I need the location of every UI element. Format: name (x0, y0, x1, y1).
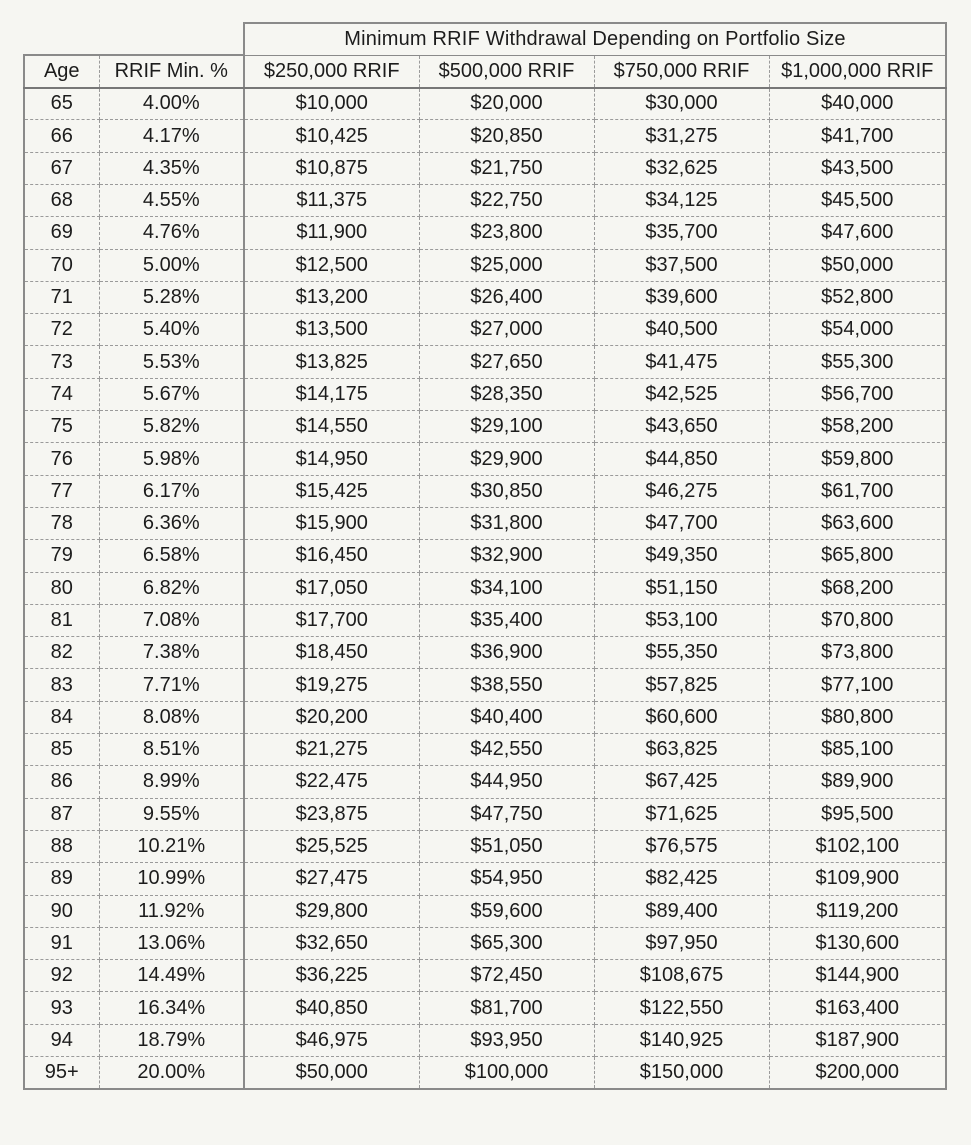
withdrawal-500k-cell: $29,100 (419, 411, 594, 443)
withdrawal-250k-cell: $23,875 (244, 798, 419, 830)
rrif-min-pct-cell: 5.28% (99, 281, 244, 313)
withdrawal-1m-cell: $47,600 (769, 217, 946, 249)
withdrawal-1m-cell: $77,100 (769, 669, 946, 701)
withdrawal-500k-cell: $29,900 (419, 443, 594, 475)
table-row (24, 637, 946, 669)
withdrawal-1m-cell: $144,900 (769, 960, 946, 992)
age-cell: 75 (24, 411, 99, 443)
age-cell: 79 (24, 540, 99, 572)
withdrawal-250k-cell: $50,000 (244, 1057, 419, 1089)
withdrawal-750k-cell: $31,275 (594, 120, 769, 152)
table-row (24, 475, 946, 507)
withdrawal-1m-cell: $40,000 (769, 88, 946, 120)
rrif-min-pct-cell: 9.55% (99, 798, 244, 830)
withdrawal-750k-cell: $97,950 (594, 927, 769, 959)
table-row (24, 443, 946, 475)
withdrawal-250k-cell: $14,550 (244, 411, 419, 443)
table-row (24, 830, 946, 862)
withdrawal-1m-cell: $89,900 (769, 766, 946, 798)
withdrawal-1m-cell: $73,800 (769, 637, 946, 669)
table-row (24, 734, 946, 766)
age-cell: 65 (24, 88, 99, 120)
withdrawal-750k-cell: $34,125 (594, 184, 769, 216)
age-cell: 76 (24, 443, 99, 475)
withdrawal-500k-cell: $40,400 (419, 701, 594, 733)
withdrawal-500k-cell: $65,300 (419, 927, 594, 959)
withdrawal-500k-cell: $51,050 (419, 830, 594, 862)
withdrawal-750k-cell: $49,350 (594, 540, 769, 572)
withdrawal-1m-cell: $68,200 (769, 572, 946, 604)
withdrawal-750k-cell: $46,275 (594, 475, 769, 507)
table-row (24, 766, 946, 798)
rrif-min-pct-cell: 6.17% (99, 475, 244, 507)
table-row (24, 960, 946, 992)
withdrawal-1m-cell: $65,800 (769, 540, 946, 572)
withdrawal-250k-cell: $29,800 (244, 895, 419, 927)
withdrawal-750k-cell: $76,575 (594, 830, 769, 862)
withdrawal-750k-cell: $35,700 (594, 217, 769, 249)
withdrawal-1m-cell: $55,300 (769, 346, 946, 378)
group-title: Minimum RRIF Withdrawal Depending on Portfolio Size (244, 23, 946, 55)
withdrawal-250k-cell: $19,275 (244, 669, 419, 701)
withdrawal-1m-cell: $130,600 (769, 927, 946, 959)
withdrawal-1m-cell: $85,100 (769, 734, 946, 766)
withdrawal-500k-cell: $100,000 (419, 1057, 594, 1089)
withdrawal-750k-cell: $150,000 (594, 1057, 769, 1089)
table-row (24, 669, 946, 701)
withdrawal-1m-cell: $95,500 (769, 798, 946, 830)
withdrawal-500k-cell: $44,950 (419, 766, 594, 798)
table-row (24, 895, 946, 927)
withdrawal-500k-cell: $23,800 (419, 217, 594, 249)
header-750k: $750,000 RRIF (594, 55, 769, 87)
table-row (24, 152, 946, 184)
age-cell: 81 (24, 604, 99, 636)
withdrawal-1m-cell: $56,700 (769, 378, 946, 410)
table-row (24, 540, 946, 572)
withdrawal-750k-cell: $51,150 (594, 572, 769, 604)
withdrawal-500k-cell: $59,600 (419, 895, 594, 927)
withdrawal-750k-cell: $108,675 (594, 960, 769, 992)
withdrawal-250k-cell: $46,975 (244, 1024, 419, 1056)
age-cell: 88 (24, 830, 99, 862)
withdrawal-1m-cell: $70,800 (769, 604, 946, 636)
age-cell: 77 (24, 475, 99, 507)
withdrawal-250k-cell: $13,200 (244, 281, 419, 313)
withdrawal-750k-cell: $40,500 (594, 314, 769, 346)
withdrawal-500k-cell: $34,100 (419, 572, 594, 604)
rrif-min-pct-cell: 8.99% (99, 766, 244, 798)
age-cell: 93 (24, 992, 99, 1024)
withdrawal-1m-cell: $52,800 (769, 281, 946, 313)
withdrawal-500k-cell: $42,550 (419, 734, 594, 766)
withdrawal-250k-cell: $20,200 (244, 701, 419, 733)
table-row (24, 507, 946, 539)
withdrawal-500k-cell: $93,950 (419, 1024, 594, 1056)
withdrawal-1m-cell: $45,500 (769, 184, 946, 216)
rrif-min-pct-cell: 5.00% (99, 249, 244, 281)
rrif-min-pct-cell: 8.51% (99, 734, 244, 766)
table-row (24, 1024, 946, 1056)
age-cell: 83 (24, 669, 99, 701)
withdrawal-250k-cell: $10,425 (244, 120, 419, 152)
table-row (24, 346, 946, 378)
withdrawal-250k-cell: $17,050 (244, 572, 419, 604)
withdrawal-250k-cell: $25,525 (244, 830, 419, 862)
header-500k: $500,000 RRIF (419, 55, 594, 87)
withdrawal-750k-cell: $43,650 (594, 411, 769, 443)
rrif-min-pct-cell: 5.67% (99, 378, 244, 410)
group-title-row (24, 23, 946, 55)
withdrawal-750k-cell: $47,700 (594, 507, 769, 539)
withdrawal-500k-cell: $28,350 (419, 378, 594, 410)
empty-corner-cell (24, 23, 99, 55)
withdrawal-250k-cell: $21,275 (244, 734, 419, 766)
withdrawal-250k-cell: $14,950 (244, 443, 419, 475)
rrif-min-pct-cell: 10.99% (99, 863, 244, 895)
withdrawal-750k-cell: $63,825 (594, 734, 769, 766)
withdrawal-1m-cell: $41,700 (769, 120, 946, 152)
rrif-min-pct-cell: 4.35% (99, 152, 244, 184)
table-row (24, 88, 946, 120)
withdrawal-250k-cell: $10,875 (244, 152, 419, 184)
withdrawal-750k-cell: $42,525 (594, 378, 769, 410)
withdrawal-500k-cell: $21,750 (419, 152, 594, 184)
withdrawal-750k-cell: $82,425 (594, 863, 769, 895)
withdrawal-1m-cell: $58,200 (769, 411, 946, 443)
withdrawal-250k-cell: $40,850 (244, 992, 419, 1024)
rrif-min-pct-cell: 20.00% (99, 1057, 244, 1089)
table-row (24, 604, 946, 636)
withdrawal-1m-cell: $163,400 (769, 992, 946, 1024)
withdrawal-250k-cell: $32,650 (244, 927, 419, 959)
age-cell: 82 (24, 637, 99, 669)
age-cell: 85 (24, 734, 99, 766)
table-row (24, 701, 946, 733)
withdrawal-250k-cell: $10,000 (244, 88, 419, 120)
age-cell: 94 (24, 1024, 99, 1056)
withdrawal-500k-cell: $54,950 (419, 863, 594, 895)
rrif-min-pct-cell: 5.40% (99, 314, 244, 346)
age-cell: 72 (24, 314, 99, 346)
table-row (24, 798, 946, 830)
withdrawal-1m-cell: $43,500 (769, 152, 946, 184)
withdrawal-500k-cell: $72,450 (419, 960, 594, 992)
rrif-min-pct-cell: 7.71% (99, 669, 244, 701)
header-250k: $250,000 RRIF (244, 55, 419, 87)
rrif-min-pct-cell: 8.08% (99, 701, 244, 733)
empty-corner-cell (99, 23, 244, 55)
withdrawal-750k-cell: $89,400 (594, 895, 769, 927)
withdrawal-750k-cell: $140,925 (594, 1024, 769, 1056)
withdrawal-250k-cell: $17,700 (244, 604, 419, 636)
age-cell: 68 (24, 184, 99, 216)
age-cell: 74 (24, 378, 99, 410)
age-cell: 91 (24, 927, 99, 959)
withdrawal-500k-cell: $27,000 (419, 314, 594, 346)
withdrawal-250k-cell: $14,175 (244, 378, 419, 410)
withdrawal-1m-cell: $200,000 (769, 1057, 946, 1089)
withdrawal-1m-cell: $102,100 (769, 830, 946, 862)
rrif-min-pct-cell: 6.58% (99, 540, 244, 572)
age-cell: 73 (24, 346, 99, 378)
withdrawal-250k-cell: $27,475 (244, 863, 419, 895)
rrif-min-pct-cell: 4.55% (99, 184, 244, 216)
withdrawal-500k-cell: $25,000 (419, 249, 594, 281)
withdrawal-750k-cell: $71,625 (594, 798, 769, 830)
withdrawal-750k-cell: $60,600 (594, 701, 769, 733)
rrif-min-pct-cell: 4.00% (99, 88, 244, 120)
withdrawal-500k-cell: $35,400 (419, 604, 594, 636)
withdrawal-250k-cell: $36,225 (244, 960, 419, 992)
withdrawal-250k-cell: $13,825 (244, 346, 419, 378)
table-row (24, 863, 946, 895)
withdrawal-750k-cell: $67,425 (594, 766, 769, 798)
age-cell: 80 (24, 572, 99, 604)
rrif-min-pct-cell: 10.21% (99, 830, 244, 862)
table-row (24, 314, 946, 346)
withdrawal-250k-cell: $11,375 (244, 184, 419, 216)
withdrawal-250k-cell: $18,450 (244, 637, 419, 669)
rrif-min-pct-cell: 4.76% (99, 217, 244, 249)
rrif-min-pct-cell: 16.34% (99, 992, 244, 1024)
withdrawal-250k-cell: $12,500 (244, 249, 419, 281)
age-cell: 84 (24, 701, 99, 733)
table-row (24, 281, 946, 313)
age-cell: 69 (24, 217, 99, 249)
rrif-min-pct-cell: 4.17% (99, 120, 244, 152)
withdrawal-1m-cell: $63,600 (769, 507, 946, 539)
withdrawal-750k-cell: $44,850 (594, 443, 769, 475)
withdrawal-1m-cell: $80,800 (769, 701, 946, 733)
withdrawal-500k-cell: $20,850 (419, 120, 594, 152)
table-row (24, 120, 946, 152)
table-row (24, 249, 946, 281)
withdrawal-500k-cell: $30,850 (419, 475, 594, 507)
table-row (24, 1057, 946, 1089)
rrif-min-pct-cell: 11.92% (99, 895, 244, 927)
withdrawal-250k-cell: $15,900 (244, 507, 419, 539)
age-cell: 92 (24, 960, 99, 992)
withdrawal-750k-cell: $30,000 (594, 88, 769, 120)
rrif-min-pct-cell: 7.08% (99, 604, 244, 636)
withdrawal-1m-cell: $109,900 (769, 863, 946, 895)
table-row (24, 411, 946, 443)
withdrawal-1m-cell: $54,000 (769, 314, 946, 346)
withdrawal-500k-cell: $32,900 (419, 540, 594, 572)
withdrawal-1m-cell: $187,900 (769, 1024, 946, 1056)
table-row (24, 217, 946, 249)
withdrawal-500k-cell: $26,400 (419, 281, 594, 313)
header-age: Age (24, 55, 99, 87)
table-row (24, 572, 946, 604)
header-rrif-min-pct: RRIF Min. % (99, 55, 244, 87)
withdrawal-500k-cell: $47,750 (419, 798, 594, 830)
withdrawal-500k-cell: $20,000 (419, 88, 594, 120)
table-row (24, 992, 946, 1024)
withdrawal-750k-cell: $55,350 (594, 637, 769, 669)
withdrawal-250k-cell: $22,475 (244, 766, 419, 798)
age-cell: 71 (24, 281, 99, 313)
table-row (24, 184, 946, 216)
withdrawal-500k-cell: $81,700 (419, 992, 594, 1024)
withdrawal-1m-cell: $61,700 (769, 475, 946, 507)
rrif-min-pct-cell: 5.82% (99, 411, 244, 443)
age-cell: 86 (24, 766, 99, 798)
column-header-row (24, 55, 946, 87)
withdrawal-500k-cell: $31,800 (419, 507, 594, 539)
withdrawal-750k-cell: $53,100 (594, 604, 769, 636)
rrif-min-pct-cell: 6.36% (99, 507, 244, 539)
age-cell: 95+ (24, 1057, 99, 1089)
age-cell: 78 (24, 507, 99, 539)
rrif-min-pct-cell: 18.79% (99, 1024, 244, 1056)
rrif-min-pct-cell: 7.38% (99, 637, 244, 669)
age-cell: 66 (24, 120, 99, 152)
withdrawal-750k-cell: $57,825 (594, 669, 769, 701)
age-cell: 67 (24, 152, 99, 184)
age-cell: 70 (24, 249, 99, 281)
age-cell: 90 (24, 895, 99, 927)
withdrawal-500k-cell: $27,650 (419, 346, 594, 378)
withdrawal-500k-cell: $38,550 (419, 669, 594, 701)
table-body (24, 88, 946, 1089)
age-cell: 87 (24, 798, 99, 830)
withdrawal-250k-cell: $16,450 (244, 540, 419, 572)
header-1m: $1,000,000 RRIF (769, 55, 946, 87)
withdrawal-750k-cell: $122,550 (594, 992, 769, 1024)
table-row (24, 378, 946, 410)
withdrawal-250k-cell: $15,425 (244, 475, 419, 507)
withdrawal-750k-cell: $41,475 (594, 346, 769, 378)
age-cell: 89 (24, 863, 99, 895)
withdrawal-250k-cell: $13,500 (244, 314, 419, 346)
rrif-withdrawal-table (23, 22, 947, 1090)
withdrawal-1m-cell: $59,800 (769, 443, 946, 475)
withdrawal-250k-cell: $11,900 (244, 217, 419, 249)
withdrawal-500k-cell: $36,900 (419, 637, 594, 669)
rrif-min-pct-cell: 5.98% (99, 443, 244, 475)
withdrawal-750k-cell: $37,500 (594, 249, 769, 281)
withdrawal-500k-cell: $22,750 (419, 184, 594, 216)
rrif-min-pct-cell: 6.82% (99, 572, 244, 604)
withdrawal-1m-cell: $119,200 (769, 895, 946, 927)
rrif-min-pct-cell: 13.06% (99, 927, 244, 959)
withdrawal-750k-cell: $39,600 (594, 281, 769, 313)
table-row (24, 927, 946, 959)
withdrawal-750k-cell: $32,625 (594, 152, 769, 184)
rrif-min-pct-cell: 5.53% (99, 346, 244, 378)
rrif-min-pct-cell: 14.49% (99, 960, 244, 992)
withdrawal-1m-cell: $50,000 (769, 249, 946, 281)
